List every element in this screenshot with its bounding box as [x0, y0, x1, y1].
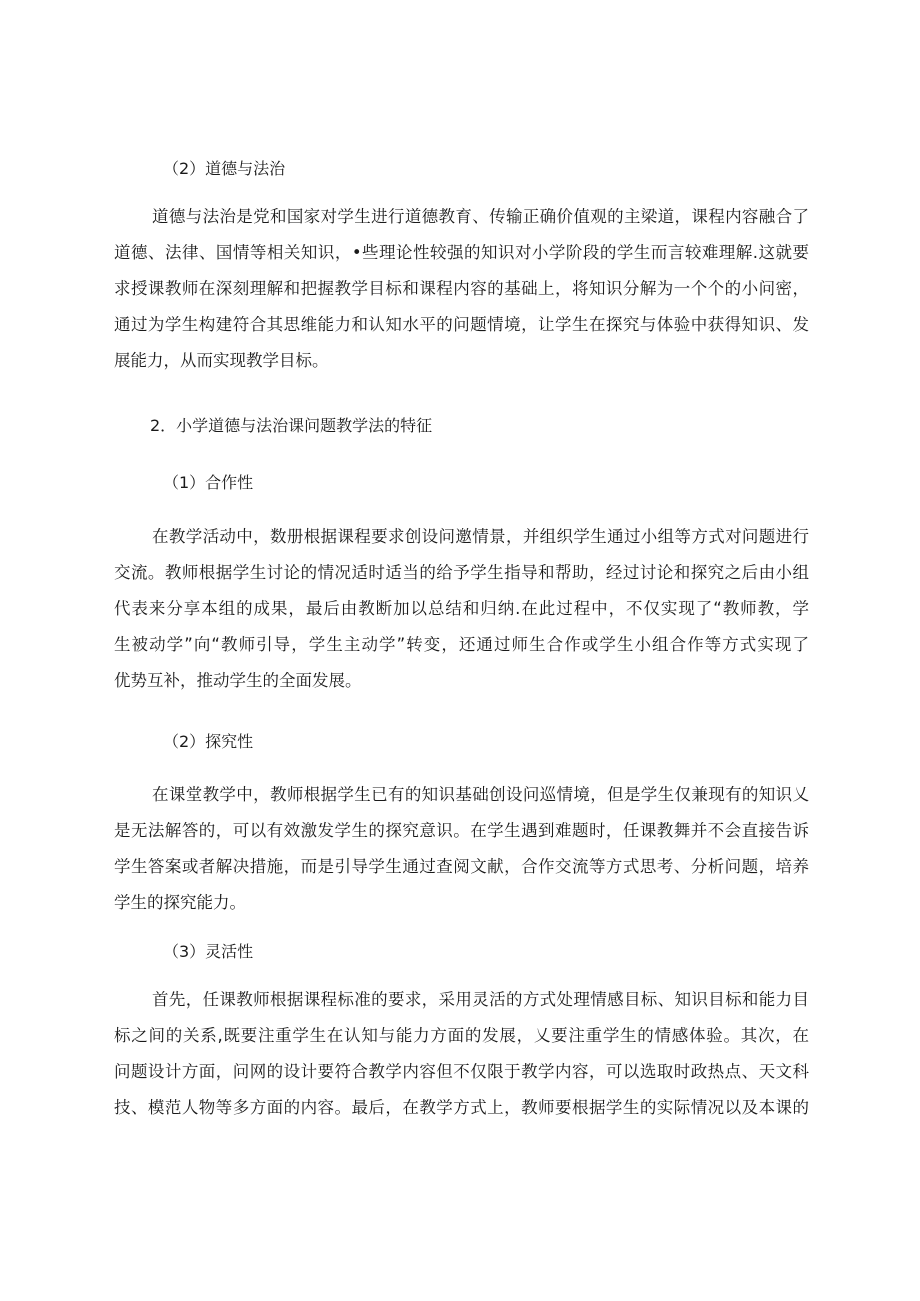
section-heading-moral-and-law: （2）道德与法治 [163, 159, 286, 178]
paragraph-flexible [114, 982, 809, 1126]
section-heading-exploratory: （2）探究性 [163, 732, 254, 751]
paragraph-line: 问题设计方面，问网的设计要符合教学内容但不仅限于教学内容，可以选取时政热点、天文科 [114, 1062, 809, 1081]
paragraph-line: 道德、法律、国情等相关知识，•些理论性较强的知识对小学阶段的学生而言较难理解.这就要 [114, 243, 809, 262]
section-heading-flexible: （3）灵活性 [163, 942, 254, 961]
paragraph-line: 是无法解答的，可以有效激发学生的探究意识。在学生遇到难题时，任课教舞并不会直接告诉 [114, 821, 809, 840]
paragraph-cooperative [114, 519, 809, 699]
paragraph-line: 道德与法治是党和国家对学生进行道德教育、传输正确价值观的主梁道，课程内容融合了 [152, 207, 809, 226]
section-heading-cooperative: （1）合作性 [163, 473, 254, 492]
paragraph-exploratory [114, 777, 809, 921]
paragraph-line: 生被动学”向“教师引导，学生主动学”转变，还通过师生合作或学生小组合作等方式实现了 [114, 635, 809, 654]
paragraph-line: 标之间的关系,既要注重学生在认知与能力方面的发展，乂要注重学生的情感体验。其次，在 [114, 1026, 809, 1045]
section-heading-features: 2．小学道德与法治课问题教学法的特征 [150, 416, 433, 435]
paragraph-line: 学生答案或者解决措施，而是引导学生通过查阅文献，合作交流等方式思考、分析问题，培养 [114, 857, 809, 876]
paragraph-line: 代表来分享本组的成果，最后由教断加以总结和归纳.在此过程中，不仅实现了“教师教，学 [114, 599, 809, 618]
paragraph-line: 首先，任课教师根据课程标准的要求，采用灵活的方式处理情感目标、知识目标和能力目 [152, 990, 809, 1009]
paragraph-line: 在教学活动中，数册根据课程要求创设问邀情景，并组织学生通过小组等方式对问题进行 [152, 527, 809, 546]
paragraph-moral-and-law [114, 199, 809, 379]
paragraph-line: 在课堂教学中，教师根据学生已有的知识基础创设问巡情境，但是学生仅兼现有的知识乂 [152, 785, 809, 804]
paragraph-line: 交流。教师根据学生讨论的情况适时适当的给予学生指导和帮助，经过讨论和探究之后由小组 [114, 563, 809, 582]
paragraph-line: 展能力，从而实现教学目标。 [114, 351, 329, 370]
paragraph-line: 优势互补，推动学生的全面发展。 [114, 671, 362, 690]
paragraph-line: 技、模范人物等多方面的内容。最后，在教学方式上，教师要根据学生的实际情况以及本课的 [114, 1098, 809, 1117]
paragraph-line: 学生的探究能力。 [114, 893, 246, 912]
paragraph-line: 求授课教师在深刻理解和把握教学目标和课程内容的基础上，将知识分解为一个个的小问密， [114, 279, 809, 298]
paragraph-line: 通过为学生构建符合其思维能力和认知水平的问题情境，让学生在探究与体验中获得知识、发 [114, 315, 809, 334]
